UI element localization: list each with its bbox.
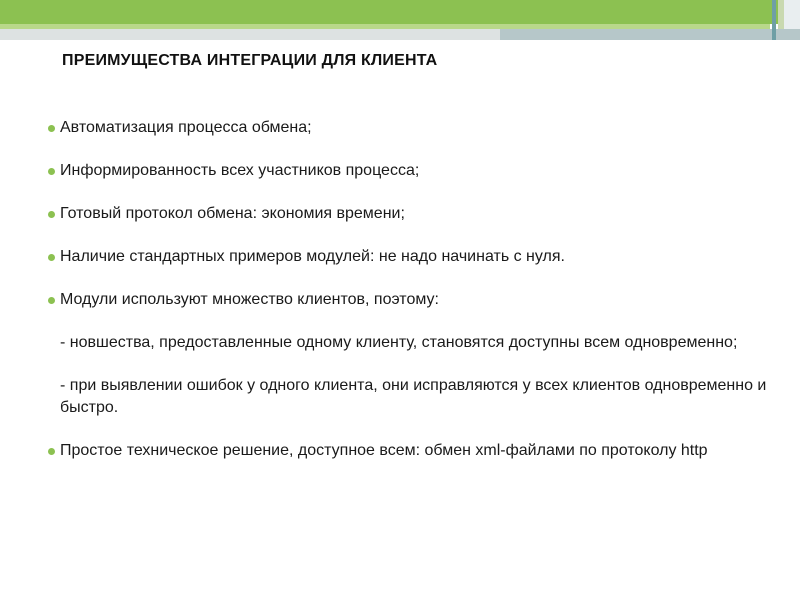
bullet-item [46, 203, 776, 225]
header-teal-band [500, 29, 800, 40]
bullet-item [46, 160, 776, 182]
header-green-band [0, 0, 778, 24]
bullet-item [46, 289, 776, 311]
bullet-dot-icon [48, 168, 55, 175]
bullet-list [46, 117, 776, 483]
bullet-dot-icon [48, 297, 55, 304]
sub-item [46, 375, 776, 419]
header-accent-block-2 [784, 0, 800, 29]
slide-title: ПРЕИМУЩЕСТВА ИНТЕГРАЦИИ ДЛЯ КЛИЕНТА [62, 52, 438, 69]
header-decoration [0, 0, 800, 40]
sub-item [46, 332, 776, 354]
bullet-item [46, 117, 776, 139]
bullet-item [46, 246, 776, 268]
bullet-dot-icon [48, 254, 55, 261]
bullet-text: Информированность всех участников процесса; [60, 162, 420, 179]
bullet-text: Автоматизация процесса обмена; [60, 119, 312, 136]
bullet-item [46, 440, 776, 462]
bullet-text: Готовый протокол обмена: экономия времени; [60, 205, 405, 222]
bullet-text: Простое техническое решение, доступное всем: обмен xml-файлами по протоколу http [60, 442, 708, 459]
header-teal-stripe [772, 0, 776, 40]
bullet-text: Наличие стандартных примеров модулей: не надо начинать с нуля. [60, 248, 565, 265]
bullet-dot-icon [48, 211, 55, 218]
bullet-dot-icon [48, 448, 55, 455]
sub-item-text: - новшества, предоставленные одному клиенту, становятся доступны всем одновременно; [60, 334, 738, 351]
bullet-text: Модули используют множество клиентов, поэтому: [60, 291, 439, 308]
sub-item-text: - при выявлении ошибок у одного клиента, они исправляются у всех клиентов одновременно и быстро. [60, 377, 767, 416]
bullet-dot-icon [48, 125, 55, 132]
